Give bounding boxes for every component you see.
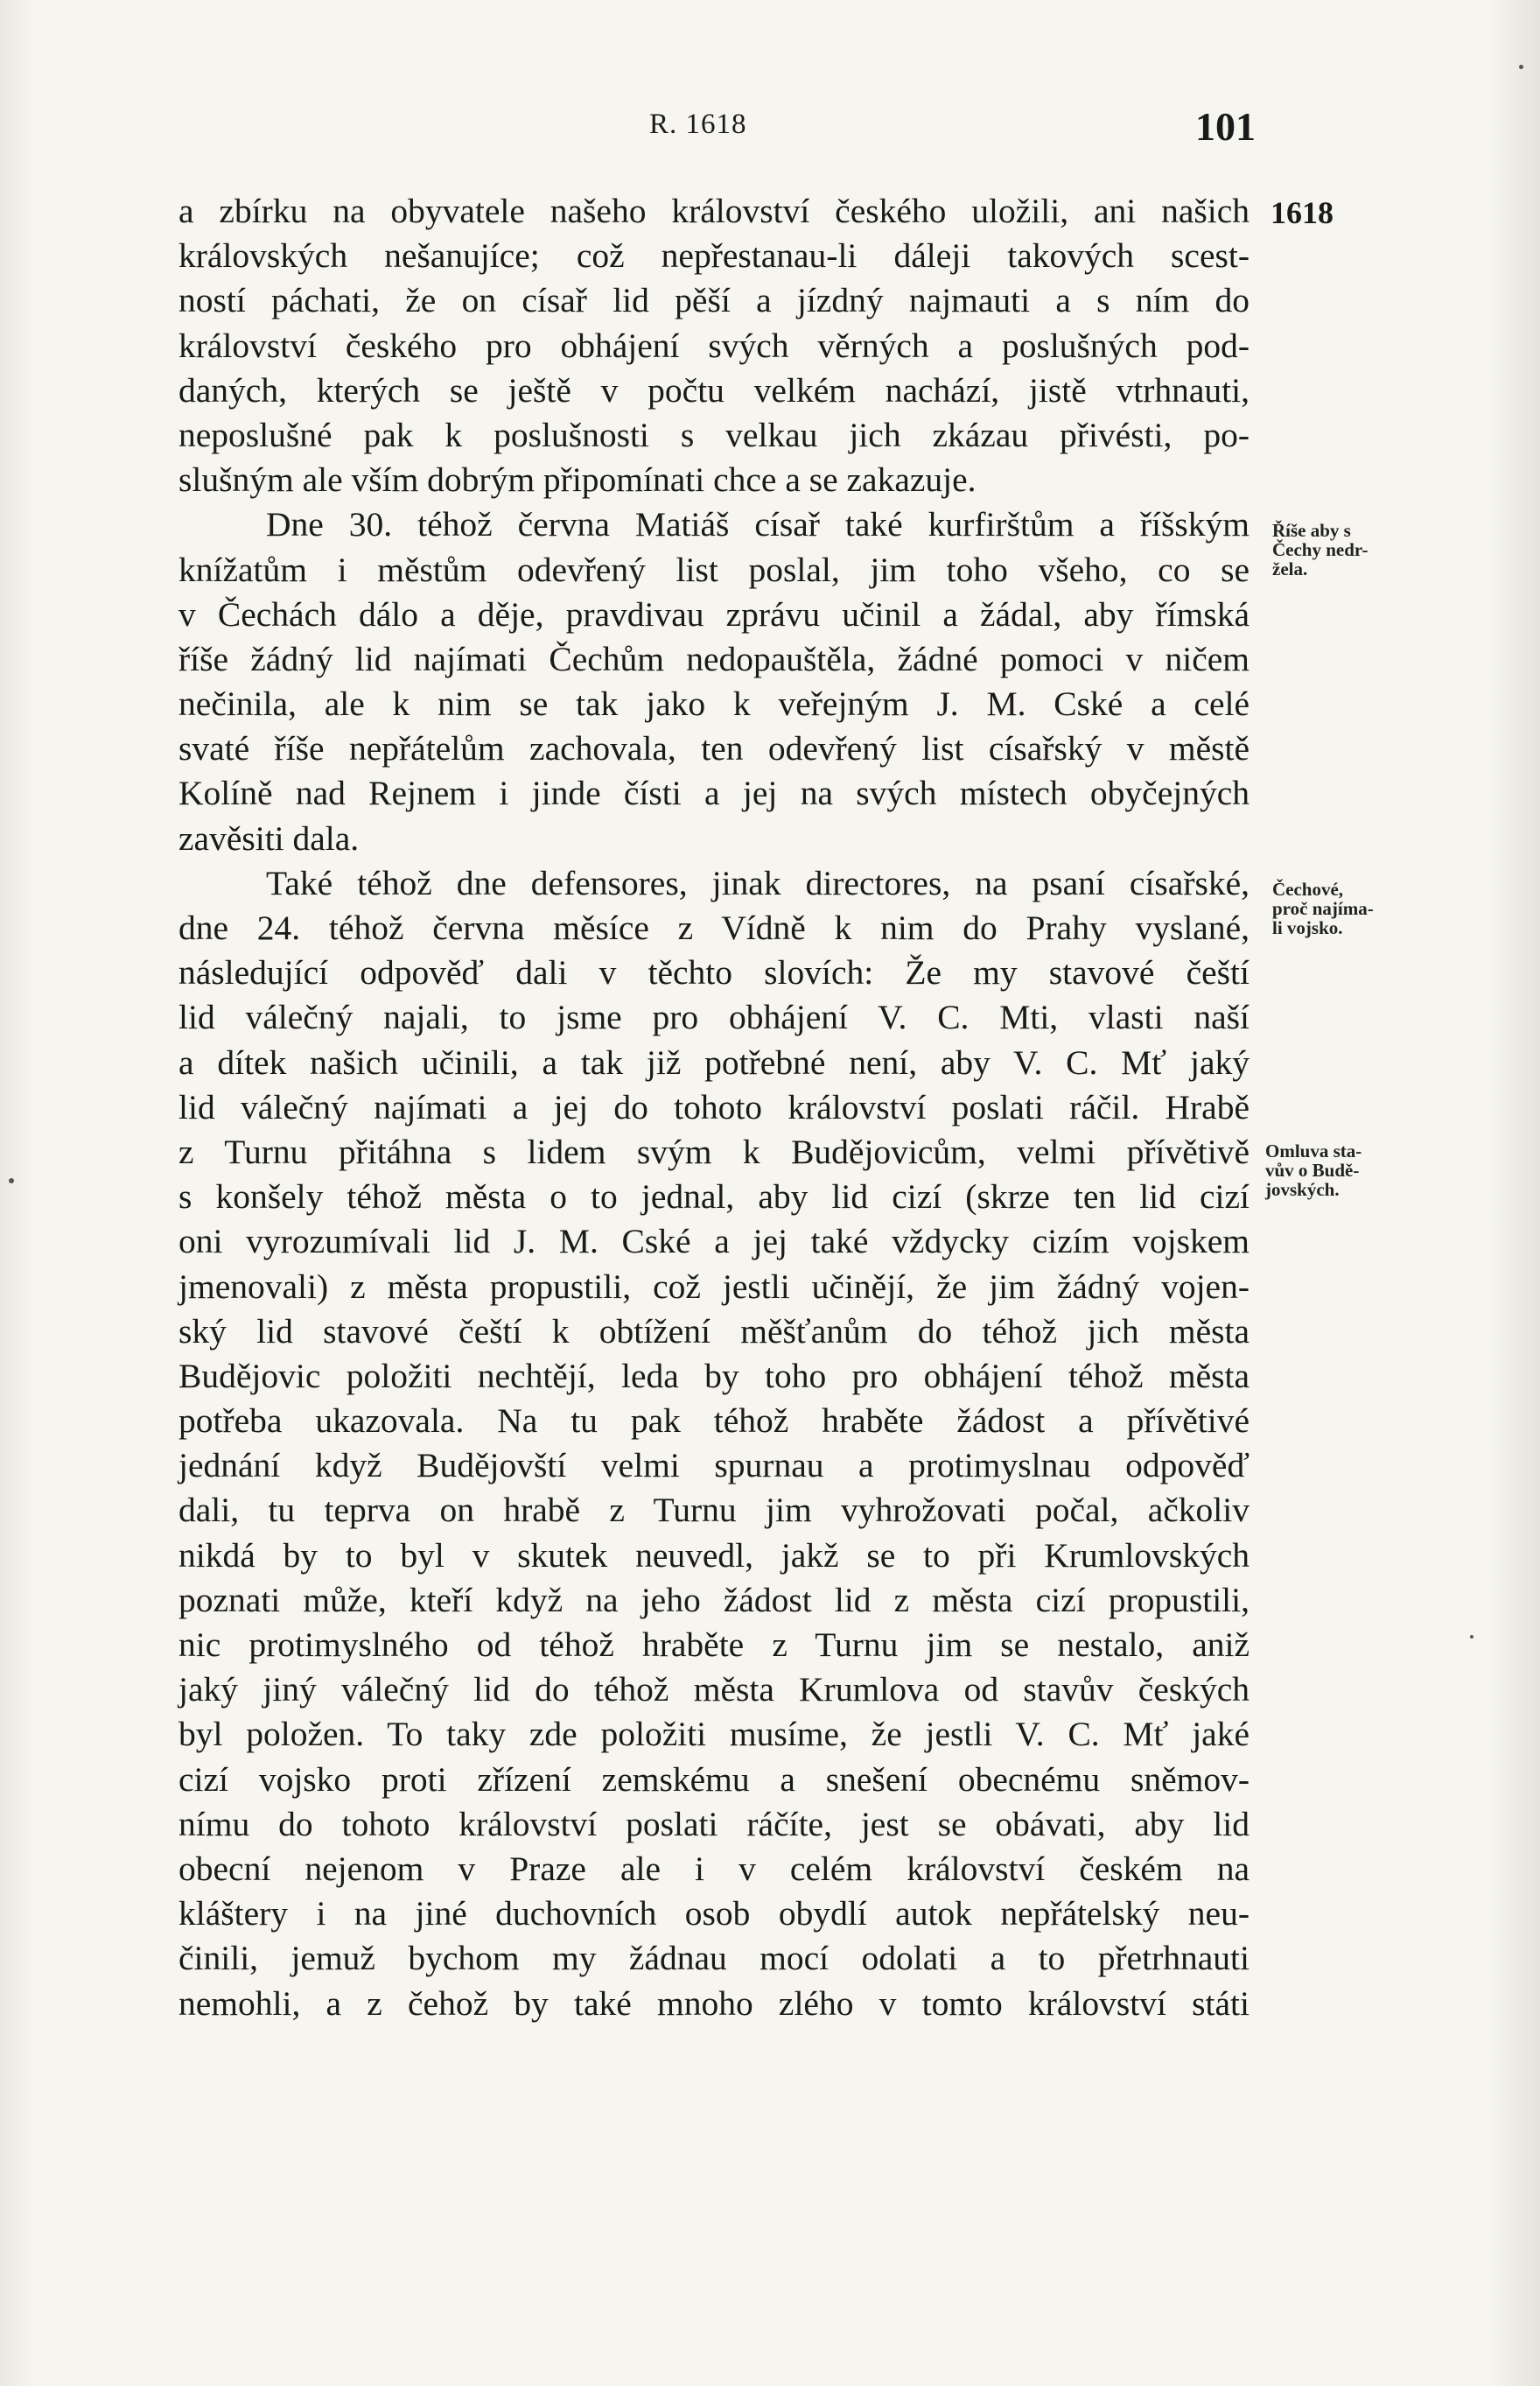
margin-note-cechove — [1272, 880, 1374, 937]
text-line: kláštery i na jiné duchovních osob obydlí autok nepřátelský neu- — [178, 1894, 1250, 1933]
text-line: dali, tu teprva on hrabě z Turnu jim vyhrožovati počal, ačkoliv — [178, 1491, 1250, 1530]
margin-note-line: vův o Budě- — [1265, 1160, 1360, 1181]
text-line: byl položen. To taky zde položiti musíme, že jestli V. C. Mť jaké — [178, 1715, 1250, 1754]
ink-speck — [1470, 1635, 1474, 1639]
text-line: Budějovic položiti nechtějí, leda by toho pro obhájení téhož města — [178, 1356, 1250, 1395]
text-line: jednání když Budějovští velmi spurnau a protimyslnau odpověď — [178, 1446, 1250, 1485]
text-line: a dítek našich učinili, a tak již potřebné není, aby V. C. Mť jaký — [178, 1042, 1250, 1082]
text-line: v Čechách dálo a děje, pravdivau zprávu učinil a žádal, aby římská — [178, 594, 1250, 634]
margin-note-line: žela. — [1272, 558, 1308, 579]
page-number: 101 — [1195, 104, 1256, 149]
text-line: nímu do tohoto království poslati ráčíte, jest se obávati, aby lid — [178, 1804, 1250, 1843]
margin-note-line: jovských. — [1265, 1179, 1340, 1200]
text-line: jaký jiný válečný lid do téhož města Krumlova od stavův českých — [178, 1670, 1250, 1709]
text-line: oni vyrozumívali lid J. M. Cské a jej také vždycky cizím vojskem — [178, 1222, 1250, 1261]
text-line: zavěsiti dala. — [178, 818, 360, 858]
text-line: nic protimyslného od téhož hraběte z Turnu jim se nestalo, aniž — [178, 1625, 1250, 1664]
text-line: nemohli, a z čehož by také mnoho zlého v tomto království státi — [178, 1983, 1250, 2023]
text-line: dne 24. téhož června měsíce z Vídně k nim do Prahy vyslané, — [178, 909, 1250, 947]
text-line: knížatům i městům odevřený list poslal, jim toho všeho, co se — [178, 550, 1250, 589]
running-title: R. 1618 — [649, 109, 747, 140]
text-line: Kolíně nad Rejnem i jinde čísti a jej na svých místech obyčejných — [178, 774, 1250, 813]
text-line: z Turnu přitáhna s lidem svým k Budějovicům, velmi přívětivě — [178, 1132, 1250, 1171]
text-line: slušným ale vším dobrým připomínati chce a se zakazuje. — [178, 460, 976, 500]
text-line: Dne 30. téhož června Matiáš císař také kurfirštům a říšským — [266, 505, 1250, 544]
text-line: ností páchati, že on císař lid pěší a jízdný najmauti a s ním do — [178, 281, 1250, 320]
body-text — [178, 189, 1250, 2026]
ink-speck — [1519, 65, 1523, 69]
text-line: a zbírku na obyvatele našeho království českého uložili, ani našich — [178, 192, 1250, 230]
text-line: daných, kterých se ještě v počtu velkém nachází, jistě vtrhnauti, — [178, 370, 1250, 410]
margin-note-line: Říše aby s — [1272, 520, 1351, 541]
text-line: nikdá by to byl v skutek neuvedl, jakž se to při Krumlovských — [178, 1535, 1250, 1575]
margin-note-line: li vojsko. — [1272, 917, 1343, 938]
text-line: cizí vojsko proti zřízení zemskému a snešení obecnému sněmov- — [178, 1759, 1250, 1799]
text-line: lid válečný najímati a jej do tohoto království poslati ráčil. Hrabě — [178, 1087, 1250, 1126]
text-line: nečinila, ale k nim se tak jako k veřejným J. M. Cské a celé — [178, 684, 1250, 724]
text-line: s konšely téhož města o to jednal, aby lid cizí (skrze ten lid cizí — [178, 1177, 1250, 1217]
text-line: lid válečný najali, to jsme pro obhájení V. C. Mti, vlasti naší — [178, 998, 1250, 1037]
text-line: království českého pro obhájení svých věrných a poslušných pod- — [178, 326, 1250, 365]
margin-year: 1618 — [1270, 195, 1334, 230]
margin-note-line: Omluva sta- — [1265, 1140, 1362, 1161]
text-line: poznati může, kteří když na jeho žádost lid z města cizí propustili, — [178, 1580, 1250, 1619]
text-line: potřeba ukazovala. Na tu pak téhož hraběte žádost a přívětivé — [178, 1401, 1250, 1441]
text-line: říše žádný lid najímati Čechům nedopauštěla, žádné pomoci v ničem — [178, 639, 1250, 678]
running-head — [0, 103, 1540, 156]
margin-note-line: proč najíma- — [1272, 898, 1374, 919]
margin-note-omluva — [1265, 1141, 1362, 1199]
text-line: činili, jemuž bychom my žádnau mocí odolati a to přetrhnauti — [178, 1939, 1250, 1978]
text-line: Také téhož dne defensores, jinak directores, na psaní císařské, — [266, 863, 1250, 902]
text-line: svaté říše nepřátelům zachovala, ten odevřený list císařský v městě — [178, 729, 1250, 768]
text-line: ský lid stavové čeští k obtížení měšťanům do téhož jich města — [178, 1311, 1250, 1351]
text-line: následující odpověď dali v těchto slovích: Že my stavové čeští — [178, 953, 1250, 993]
ink-speck — [9, 1178, 14, 1183]
margin-note-line: Čechové, — [1272, 879, 1344, 900]
text-line: neposlušné pak k poslušnosti s velkau jich zkázau přivésti, po- — [178, 415, 1250, 454]
text-line: královských nešanujíce; což nepřestanau-li dáleji takových scest- — [178, 236, 1250, 276]
text-line: jmenovali) z města propustili, což jestli učinějí, že jim žádný vojen- — [178, 1267, 1250, 1306]
margin-note-rise — [1272, 521, 1368, 579]
text-line: obecní nejenom v Praze ale i v celém království českém na — [178, 1849, 1250, 1888]
margin-note-line: Čechy nedr- — [1272, 539, 1368, 560]
